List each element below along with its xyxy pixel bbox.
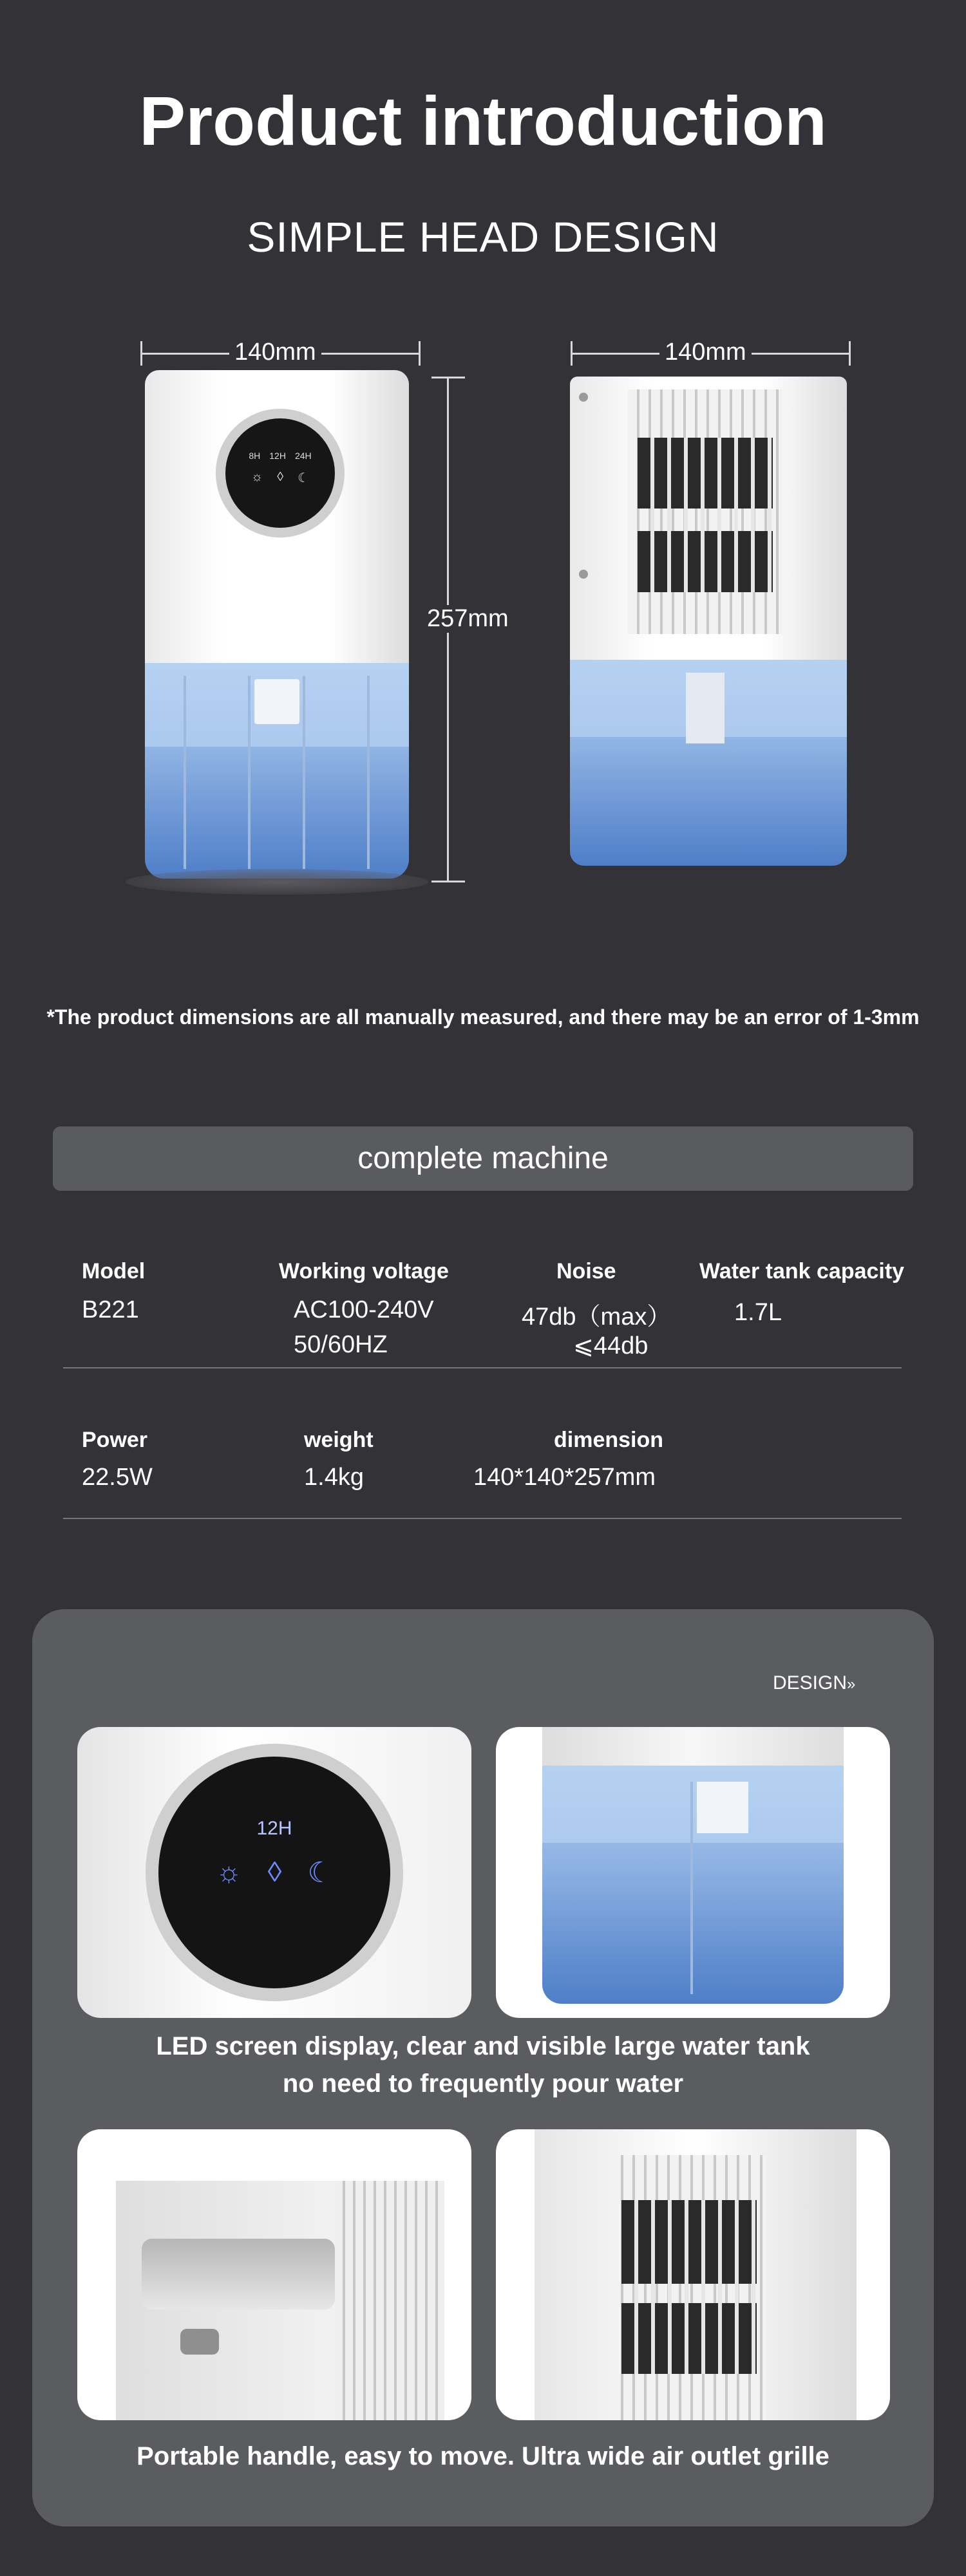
front-width-tick-left xyxy=(140,341,142,366)
tank-float xyxy=(254,679,299,724)
spec-voltage-label: Working voltage xyxy=(279,1259,449,1283)
water-drop-icon: ◊ xyxy=(267,1856,282,1888)
measurement-note: *The product dimensions are all manually measured, and there may be an error of 1-3mm xyxy=(46,1005,920,1029)
drain-plug xyxy=(180,2329,219,2355)
double-chevron-down-icon: » xyxy=(847,1675,856,1693)
device-front-view xyxy=(145,370,409,879)
spec-voltage-value-1: AC100-240V xyxy=(294,1296,434,1323)
spec-tank-value: 1.7L xyxy=(734,1299,782,1326)
spec-divider-2 xyxy=(63,1518,902,1519)
water-tank-front xyxy=(145,663,409,879)
photo-control-panel xyxy=(77,1727,471,2018)
side-width-label: 140mm xyxy=(659,339,752,366)
front-width-tick-right xyxy=(419,341,421,366)
spec-tank-label: Water tank capacity xyxy=(699,1259,905,1283)
air-grille xyxy=(335,2181,444,2420)
spec-noise-value-1: 47db（max） xyxy=(522,1303,672,1330)
water-tank-side xyxy=(570,660,847,866)
moon-icon: ☾ xyxy=(298,471,310,485)
photo-handle xyxy=(77,2129,471,2420)
spec-dimension-label: dimension xyxy=(554,1428,664,1452)
panel-label-12h: 12H xyxy=(269,451,286,461)
panel-label-24h: 24H xyxy=(294,451,312,461)
design-caption-1 xyxy=(32,2028,934,2102)
moon-icon: ☾ xyxy=(307,1857,333,1889)
design-tag xyxy=(773,1672,855,1694)
photo-water-tank xyxy=(496,1727,890,2018)
screw-top xyxy=(579,393,588,402)
height-tick-top xyxy=(431,377,465,378)
page-subtitle: SIMPLE HEAD DESIGN xyxy=(247,213,719,261)
height-label: 257mm xyxy=(422,605,514,633)
design-caption-1-line-2: no need to frequently pour water xyxy=(282,2069,684,2098)
water-drop-icon: ◊ xyxy=(277,470,284,484)
tank-spout xyxy=(686,673,724,743)
spec-power-label: Power xyxy=(82,1428,148,1452)
device-side-view xyxy=(570,377,847,875)
handle-recess xyxy=(142,2239,335,2310)
spec-section-header: complete machine xyxy=(53,1126,913,1191)
spec-model-label: Model xyxy=(82,1259,146,1283)
light-icon: ☼ xyxy=(216,1856,242,1888)
front-width-label: 140mm xyxy=(229,339,321,366)
light-icon: ☼ xyxy=(251,470,263,484)
spec-noise-value-2: ⩽44db xyxy=(573,1332,649,1359)
design-caption-1-line-1: LED screen display, clear and visible large water tank xyxy=(156,2032,810,2060)
photo-screen xyxy=(158,1757,390,1988)
spec-weight-label: weight xyxy=(304,1428,374,1452)
spec-noise-label: Noise xyxy=(556,1259,616,1283)
page-title: Product introduction xyxy=(139,82,827,160)
spec-dimension-value: 140*140*257mm xyxy=(473,1464,656,1491)
side-width-tick-right xyxy=(849,341,851,366)
spec-voltage-value-2: 50/60HZ xyxy=(294,1331,388,1358)
panel-label-8h: 8H xyxy=(249,451,261,461)
photo-air-grille xyxy=(496,2129,890,2420)
spec-power-value: 22.5W xyxy=(82,1464,153,1491)
spec-divider-1 xyxy=(63,1367,902,1368)
screw-bottom xyxy=(579,570,588,579)
design-tag-label: DESIGN xyxy=(773,1672,848,1694)
design-caption-2: Portable handle, easy to move. Ultra wide air outlet grille xyxy=(137,2442,829,2470)
control-panel-screen xyxy=(225,418,335,528)
spec-model-value: B221 xyxy=(82,1296,139,1323)
side-width-tick-left xyxy=(571,341,573,366)
photo-screen-label: 12H xyxy=(256,1818,292,1839)
spec-weight-value: 1.4kg xyxy=(304,1464,364,1491)
height-tick-bottom xyxy=(431,881,465,882)
